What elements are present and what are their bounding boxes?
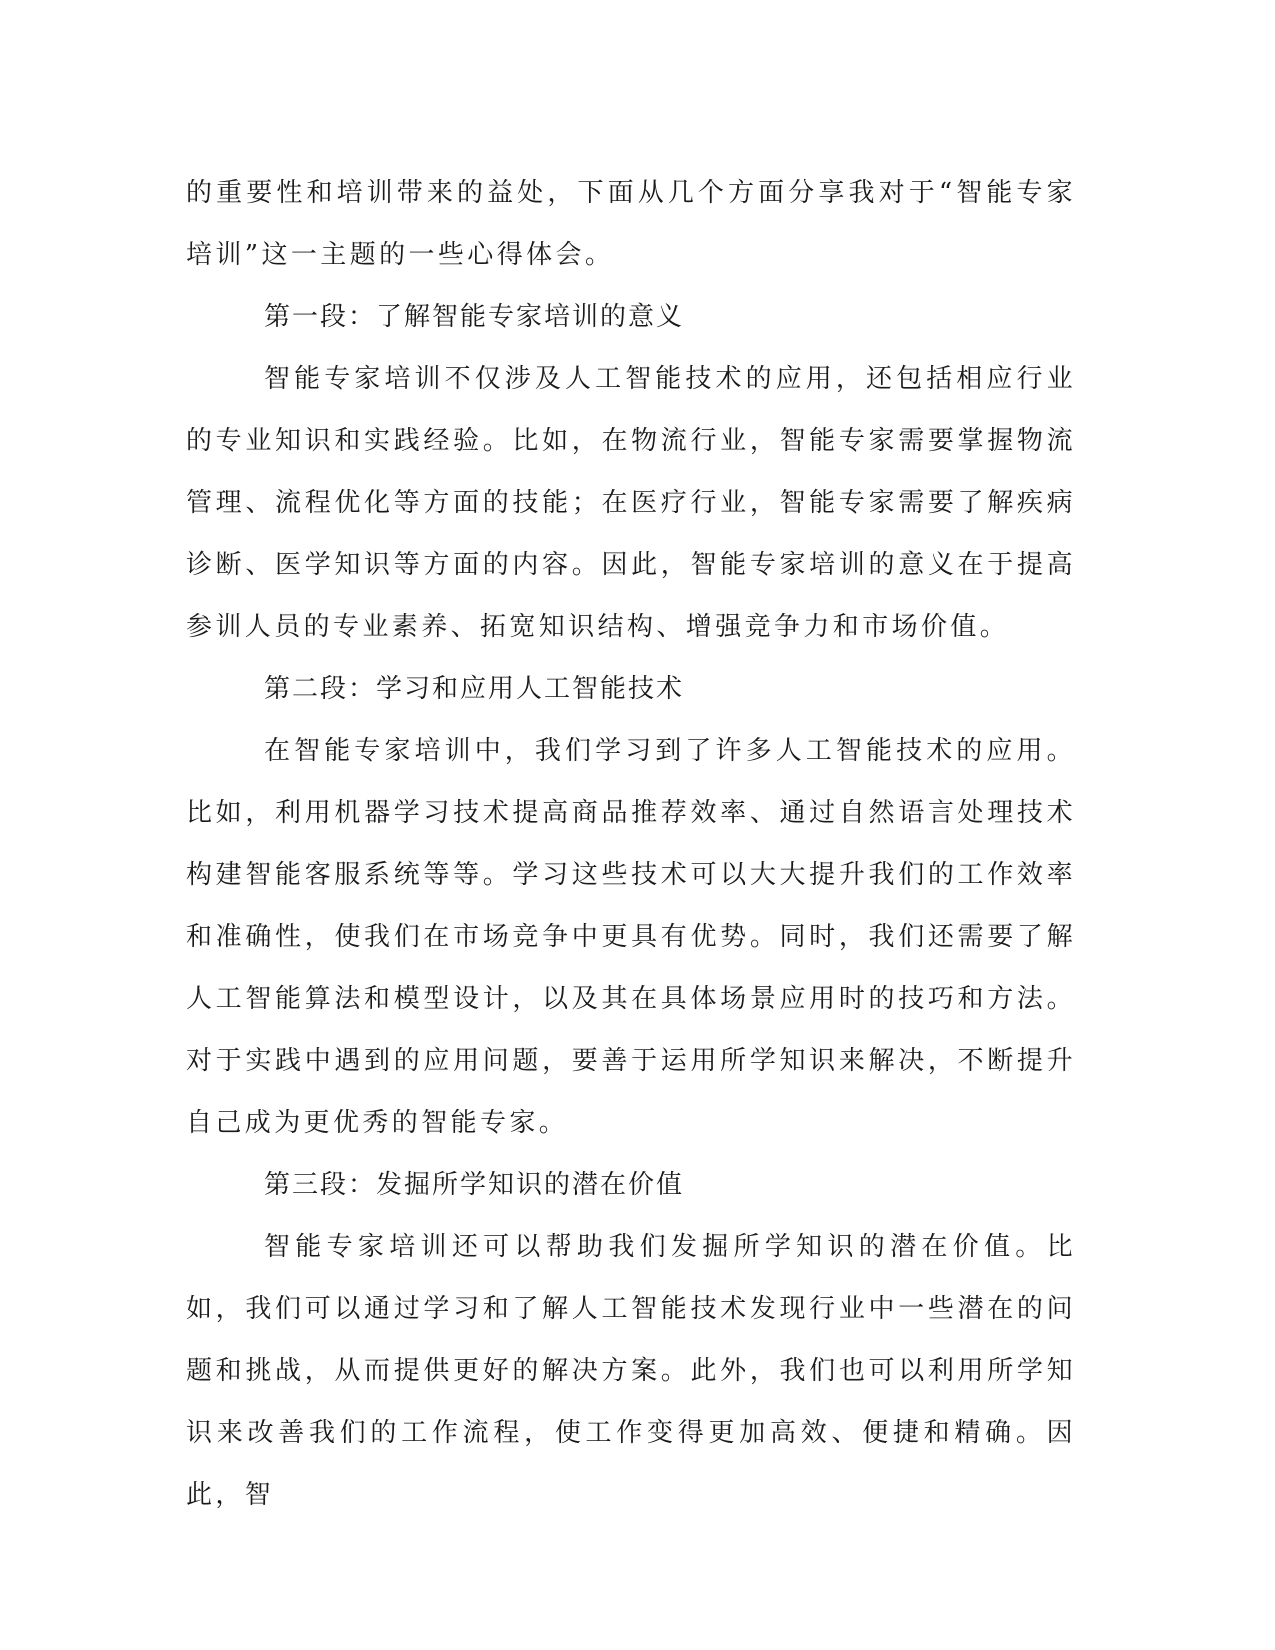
section-3-heading: 第三段：发掘所学知识的潜在价值 (264, 1170, 685, 1200)
section-3-paragraph: 智能专家培训还可以帮助我们发掘所学知识的潜在价值。比如，我们可以通过学习和了解人工智能技术发现行业中一些潜在的问题和挑战，从而提供更好的解决方案。此外，我们也可以利用所学知识来改善我们的工作流程，使工作变得更加高效、便捷和精确。因此，智 (186, 1232, 1076, 1510)
section-2-paragraph: 在智能专家培训中，我们学习到了许多人工智能技术的应用。比如，利用机器学习技术提高商品推荐效率、通过自然语言处理技术构建智能客服系统等等。学习这些技术可以大大提升我们的工作效率和准确性，使我们在市场竞争中更具有优势。同时，我们还需要了解人工智能算法和模型设计，以及其在具体场景应用时的技巧和方法。对于实践中遇到的应用问题，要善于运用所学知识来解决，不断提升自己成为更优秀的智能专家。 (186, 736, 1076, 1138)
section-1-paragraph: 智能专家培训不仅涉及人工智能技术的应用，还包括相应行业的专业知识和实践经验。比如，在物流行业，智能专家需要掌握物流管理、流程优化等方面的技能；在医疗行业，智能专家需要了解疾病诊断、医学知识等方面的内容。因此，智能专家培训的意义在于提高参训人员的专业素养、拓宽知识结构、增强竞争力和市场价值。 (186, 364, 1076, 642)
section-1-heading: 第一段：了解智能专家培训的意义 (264, 302, 685, 332)
document-body (186, 162, 1076, 1526)
intro-paragraph: 的重要性和培训带来的益处，下面从几个方面分享我对于“智能专家培训”这一主题的一些心得体会。 (186, 178, 1076, 270)
section-2-heading: 第二段：学习和应用人工智能技术 (264, 674, 685, 704)
